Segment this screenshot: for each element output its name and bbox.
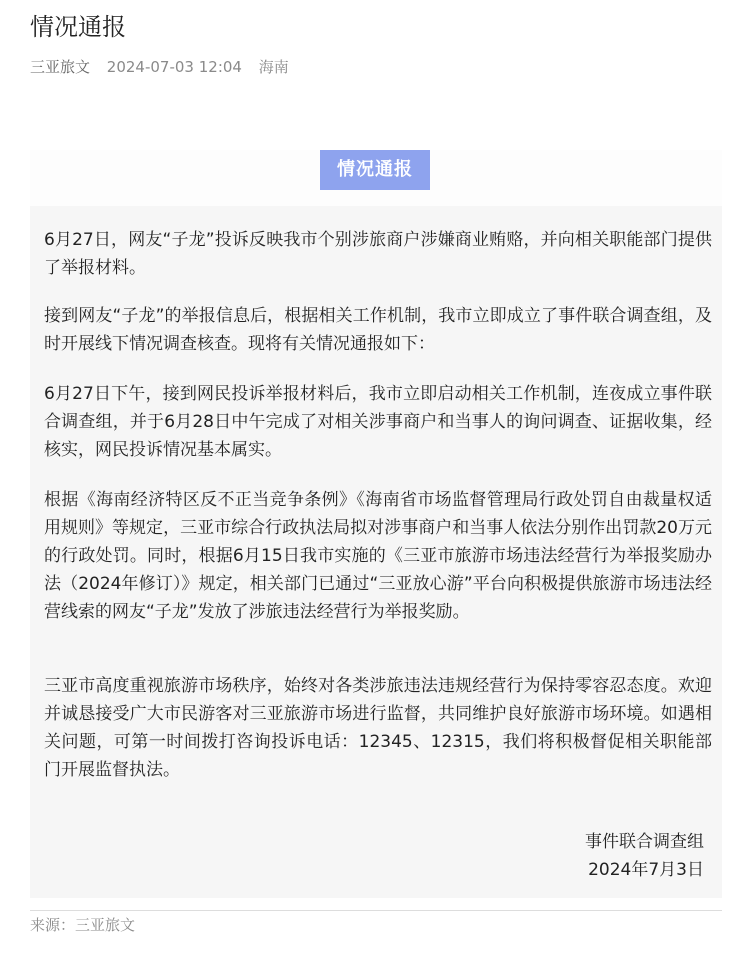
signature: 事件联合调查组 xyxy=(585,832,704,852)
paragraph-1: 6月27日，网友“子龙”投诉反映我市个别涉旅商户涉嫌商业贿赂，并向相关职能部门提供了举报材料。 xyxy=(44,230,712,278)
publish-datetime: 2024-07-03 12:04 xyxy=(106,58,242,76)
signature-date: 2024年7月3日 xyxy=(588,860,704,880)
article-meta xyxy=(30,56,301,78)
paragraph-5: 三亚市高度重视旅游市场秩序，始终对各类涉旅违法违规经营行为保持零容忍态度。欢迎并诚恳接受广大市民游客对三亚旅游市场进行监督，共同维护良好旅游市场环境。如遇相关问题，可第一时间拨打咨询投诉电话：12345、12315，我们将积极督促相关职能部门开展监督执法。 xyxy=(44,676,712,780)
page-title: 情况通报 xyxy=(30,13,126,41)
paragraph-3: 6月27日下午，接到网民投诉举报材料后，我市立即启动相关工作机制，连夜成立事件联合调查组，并于6月28日中午完成了对相关涉事商户和当事人的询问调查、证据收集，经核实，网民投诉情况基本属实。 xyxy=(44,384,712,460)
author-link[interactable]: 三亚旅文 xyxy=(30,58,91,76)
footer-divider xyxy=(30,910,722,911)
paragraph-2: 接到网友“子龙”的举报信息后，根据相关工作机制，我市立即成立了事件联合调查组，及时开展线下情况调查核查。现将有关情况通报如下： xyxy=(44,306,712,354)
paragraph-4: 根据《海南经济特区反不正当竞争条例》《海南省市场监督管理局行政处罚自由裁量权适用规则》等规定，三亚市综合行政执法局拟对涉事商户和当事人依法分别作出罚款20万元的行政处罚。同时，根据6月15日我市实施的《三亚市旅游市场违法经营行为举报奖励办法（2024年修订）》规定，相关部门已通过“三亚放心游”平台向积极提供旅游市场违法经营线索的网友“子龙”发放了涉旅违法经营行为举报奖励。 xyxy=(44,490,712,622)
document-badge: 情况通报 xyxy=(320,150,430,190)
source-credit: 来源：三亚旅文 xyxy=(30,916,136,934)
publish-location: 海南 xyxy=(258,58,289,76)
